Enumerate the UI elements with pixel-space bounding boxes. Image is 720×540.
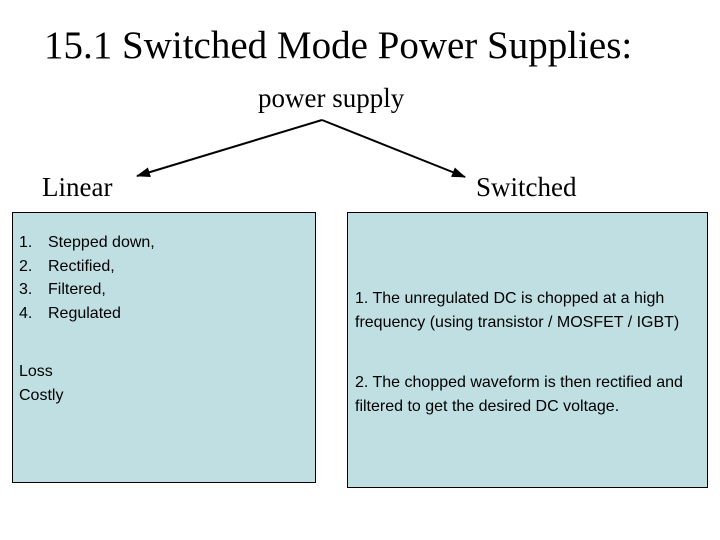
- switched-point-2: 2. The chopped waveform is then rectified and filtered to get the desired DC voltage.: [355, 374, 683, 415]
- list-item: [19, 302, 155, 326]
- linear-box: [12, 212, 316, 483]
- linear-notes: [19, 360, 63, 408]
- list-item-number: 2.: [19, 257, 33, 275]
- list-item-text: Stepped down,: [48, 234, 155, 251]
- arrow-to-switched: [322, 120, 465, 177]
- note-costly: Costly: [19, 387, 64, 404]
- arrow-to-linear: [137, 120, 322, 176]
- switched-heading: Switched: [476, 172, 577, 202]
- root-label: power supply: [258, 83, 405, 113]
- list-item-number: 1.: [19, 234, 33, 251]
- slide-title: 15.1 Switched Mode Power Supplies:: [44, 24, 633, 67]
- linear-steps-list: [19, 231, 155, 325]
- list-item-text: Regulated: [48, 304, 121, 322]
- switched-box: [347, 212, 708, 488]
- switched-point-1: 1. The unregulated DC is chopped at a high frequency (using transistor / MOSFET / IGBT): [355, 290, 680, 331]
- list-item: [19, 231, 155, 255]
- list-item-text: Filtered,: [48, 281, 106, 298]
- list-item: [19, 278, 155, 302]
- list-item-number: 3.: [19, 281, 33, 298]
- note-loss: Loss: [19, 363, 53, 380]
- list-item-number: 4.: [19, 304, 33, 322]
- list-item: [19, 255, 155, 279]
- linear-heading: Linear: [42, 172, 113, 202]
- list-item-text: Rectified,: [48, 257, 115, 275]
